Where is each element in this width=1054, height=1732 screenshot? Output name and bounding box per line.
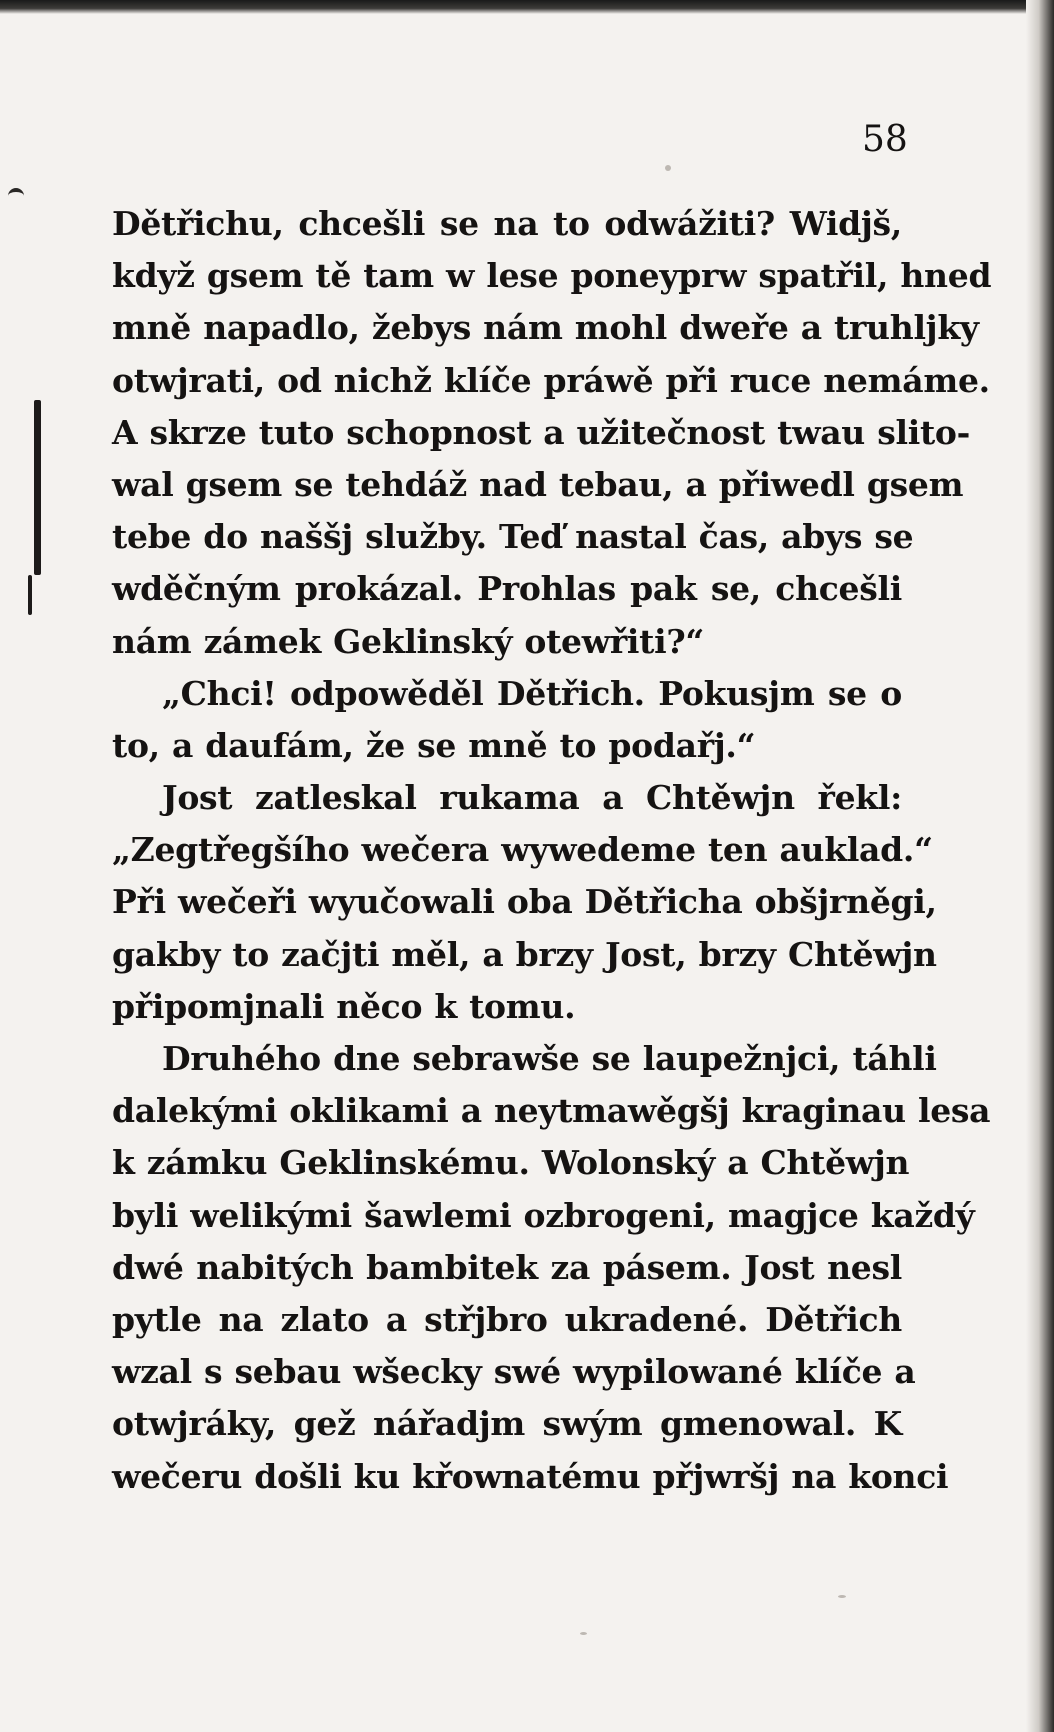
scan-top-edge (0, 0, 1054, 14)
text-line: Při wečeři wyučowali oba Dětřicha obšjrněgi, (112, 882, 937, 922)
text-line: gakby to začjti měl, a brzy Jost, brzy Chtěwjn (112, 934, 937, 974)
text-line: to, a daufám, že se mně to podařj.“ (112, 725, 756, 765)
page-number: 58 (862, 119, 908, 160)
text-line: k zámku Geklinskému. Wolonský a Chtěwjn (112, 1143, 910, 1183)
text-line: wal gsem se tehdáž nad tebau, a přiwedl gsem (112, 464, 964, 504)
text-line: Druhého dne sebrawše se laupežnjci, táhli (162, 1039, 937, 1078)
scan-speck (580, 1632, 587, 1635)
text-line: otwjráky, gež nářadjm swým gmenowal. K (112, 1404, 902, 1444)
text-line: tebe do naššj služby. Teď nastal čas, abys se (112, 517, 914, 557)
scan-speck (838, 1595, 846, 1598)
text-line: dwé nabitých bambitek za pásem. Jost nesl (112, 1247, 902, 1287)
margin-rule (34, 400, 41, 575)
text-line: připomjnali něco k tomu. (112, 986, 576, 1026)
text-line: pytle na zlato a střjbro ukradené. Dětřich (112, 1299, 902, 1339)
text-line: otwjrati, od nichž klíče práwě při ruce nemáme. (112, 360, 990, 400)
margin-rule (28, 575, 32, 615)
text-line: byli welikými šawlemi ozbrogeni, magjce každý (112, 1195, 975, 1235)
body-text (112, 198, 992, 1503)
text-line: nám zámek Geklinský otewřiti?“ (112, 621, 705, 661)
text-line: wečeru došli ku křownatému přjwršj na konci (112, 1456, 949, 1496)
text-line: mně napadlo, žebys nám mohl dweře a truhljky (112, 308, 979, 348)
text-line: „Zegtřegšího wečera wywedeme ten auklad.“ (112, 830, 933, 870)
margin-mark (8, 188, 24, 202)
text-line: „Chci! odpowěděl Dětřich. Pokusjm se o (162, 673, 902, 713)
text-line: A skrze tuto schopnost a užitečnost twau slito- (112, 412, 970, 452)
text-line: když gsem tě tam w lese poneyprw spatřil, hned (112, 256, 992, 296)
scan-right-edge (1026, 0, 1054, 1732)
text-line: wděčným prokázal. Prohlas pak se, chcešli (112, 569, 902, 609)
text-line: wzal s sebau wšecky swé wypilowané klíče a (112, 1352, 916, 1392)
text-line: Dětřichu, chcešli se na to odwážiti? Widjš, (112, 204, 902, 243)
scan-speck (665, 165, 671, 171)
text-line: Jost zatleskal rukama a Chtěwjn řekl: (162, 778, 902, 818)
text-line: dalekými oklikami a neytmawěgšj kraginau lesa (112, 1091, 991, 1131)
